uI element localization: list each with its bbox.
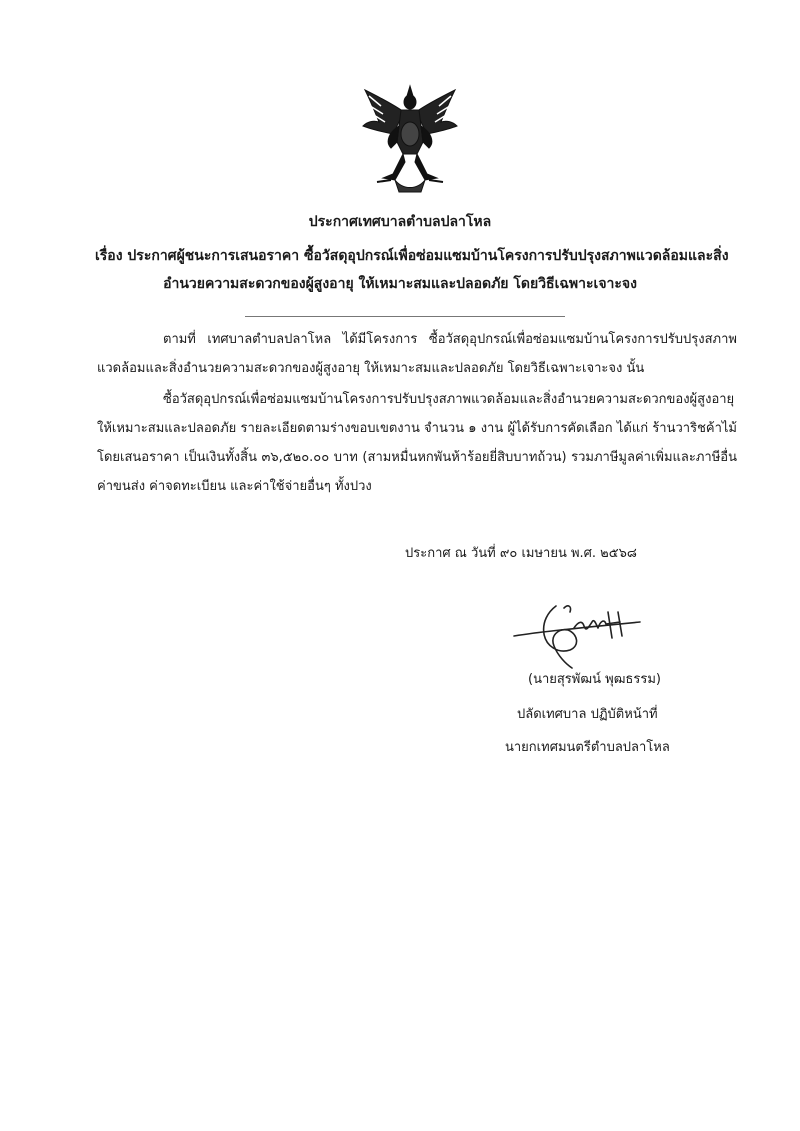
garuda-emblem-icon [355,82,465,200]
signatory-title: นายกเทศมนตรีตำบลปลาโหล [505,740,670,755]
signatory-position: ปลัดเทศบาล ปฏิบัติหน้าที่ [517,707,658,722]
handwritten-signature-icon [508,598,648,670]
body-paragraph-1: ตามที่ เทศบาลตำบลปลาโหล ได้มีโครงการ ซื้อวัสดุอุปกรณ์เพื่อซ่อมแซมบ้านโครงการปรับปรุงสภาพแวดล้อมและสิ่งอำนวยความสะดวกของผู้สูงอายุ ให้เหมาะสมและปลอดภัย โดยวิธีเฉพาะเจาะจง นั้น [97,332,737,376]
announcement-date: ประกาศ ณ วันที่ ๙๐ เมษายน พ.ศ. ๒๕๖๘ [405,546,637,561]
announcement-subject-line1: เรื่อง ประกาศผู้ชนะการเสนอราคา ซื้อวัสดุอุปกรณ์เพื่อซ่อมแซมบ้านโครงการปรับปรุงสภาพแวดล้อมและสิ่ง [95,248,729,264]
announcement-title: ประกาศเทศบาลตำบลปลาโหล [308,214,492,230]
header-divider [245,316,565,317]
body-paragraph-2: ซื้อวัสดุอุปกรณ์เพื่อซ่อมแซมบ้านโครงการปรับปรุงสภาพแวดล้อมและสิ่งอำนวยความสะดวกของผู้สูงอายุ ให้เหมาะสมและปลอดภัย รายละเอียดตามร่างขอบเขตงาน จำนวน ๑ งาน ผู้ได้รับการคัดเลือก ได้แก่ ร้านวาริชค้าไม้ โดยเสนอราคา เป็นเงินทั้งสิ้น ๓๖,๕๒๐.๐๐ บาท (สามหมื่นหกพันห้าร้อยยี่สิบบาทถ้วน) รวมภาษีมูลค่าเพิ่มและภาษีอื่น ค่าขนส่ง ค่าจดทะเบียน และค่าใช้จ่ายอื่นๆ ทั้งปวง [97,392,737,494]
signatory-name: (นายสุรพัฒน์ พุฒธรรม) [528,672,661,687]
announcement-subject-line2: อำนวยความสะดวกของผู้สูงอายุ ให้เหมาะสมและปลอดภัย โดยวิธีเฉพาะเจาะจง [163,276,637,292]
